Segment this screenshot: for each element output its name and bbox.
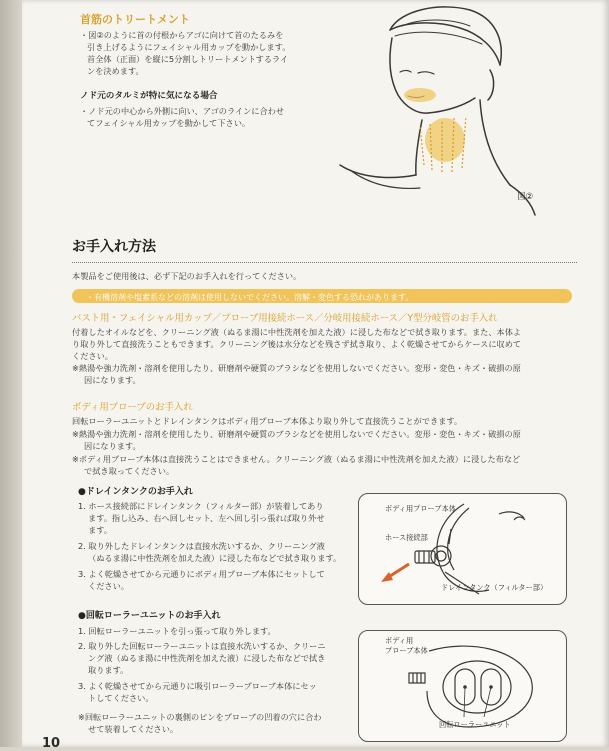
roller-line-7: ※回転ローラーユニットの裏側のピンをプローブの凹着の穴に合わ	[78, 712, 322, 722]
parts-line-3: ください。	[72, 351, 113, 361]
roller-unit-label: 回転ローラーユニット	[439, 720, 511, 729]
neck-line-2: 引き上げるようにフェイシャル用カップを動かします。	[87, 42, 291, 52]
parts-line-2: り取り外して直接洗うこともできます。クリーニング後は水分などを残さず拭き取り、よく乾燥させてからケースに収めて	[72, 339, 522, 349]
body-probe-line-3: 因になります。	[84, 441, 141, 451]
parts-line-1: 付着したオイルなどを、クリーニング液（ぬるま湯に中性洗剤を加えた液）に浸した布などで拭き取ります。また、本体よ	[72, 327, 522, 337]
figure-2-label: 図②	[517, 192, 534, 202]
neck-section-title: 首筋のトリートメント	[80, 13, 190, 26]
parts-care-title: バスト用・フェイシャル用カップ／プローブ用接続ホース／分岐用接続ホース／Y型分岐管のお手入れ	[72, 313, 498, 324]
solvent-warning-banner	[72, 289, 572, 303]
hose-connector-label: ホース接続部	[385, 533, 428, 542]
drain-line-6: 3. よく乾燥させてから元通りにボディ用プローブ本体にセットして	[78, 569, 325, 579]
drain-line-7: ください。	[88, 581, 129, 591]
neck-line-4: ンを決めます。	[87, 66, 144, 76]
page-number: 10	[42, 736, 61, 751]
body-probe-line-2: ※熱湯や強力洗剤・溶剤を使用したり、研磨剤や硬質のブラシなどを使用しないでください。変形・変色・キズ・破損の原	[72, 429, 521, 439]
roller-line-4: 取ります。	[88, 665, 129, 675]
roller-line-3: ング液（ぬるま湯に中性洗剤を加えた液）に浸した布などで拭き	[88, 653, 326, 663]
roller-line-8: せて装着してください。	[88, 724, 179, 734]
drain-line-5: （ぬるま湯に中性洗剤を加えた液）に浸した布などで拭き取ります。	[88, 553, 342, 563]
drain-tank-title: ●ドレインタンクのお手入れ	[78, 487, 193, 497]
roller-probe-body-label-2: プローブ本体	[385, 646, 428, 655]
drain-tank-label: ドレインタンク（フィルター部）	[441, 583, 548, 592]
face-illustration	[310, 0, 590, 220]
body-probe-line-4: ※ボディ用プローブ本体は直接洗うことはできません。クリーニング液（ぬるま湯に中性洗剤を加えた液）に浸した布など	[72, 454, 521, 464]
roller-line-1: 1. 回転ローラーユニットを引っ張って取り外します。	[78, 626, 276, 636]
drain-line-3: ます。	[88, 525, 112, 535]
roller-line-2: 2. 取り外した回転ローラーユニットは直接水洗いするか、クリーニ	[78, 641, 326, 651]
neck-sub-line-1: ・ノド元の中心から外側に向い、アゴのラインに合わせ	[80, 106, 285, 116]
manual-page	[22, 0, 609, 751]
book-binding	[0, 0, 22, 747]
section-divider	[72, 262, 577, 263]
drain-line-4: 2. 取り外したドレインタンクは直接水洗いするか、クリーニング液	[78, 541, 325, 551]
drain-line-1: 1. ホース接続部にドレインタンク（フィルター部）が装着してあり	[78, 501, 324, 511]
solvent-warning-text: ・有機溶剤や塩素系などの溶剤は使用しないでください。溶解・変色する恐れがあります。	[86, 293, 414, 302]
parts-line-4: ※熱湯や強力洗剤・溶剤を使用したり、研磨剤や硬質のブラシなどを使用しないでください。変形・変色・キズ・破損の原	[72, 363, 521, 373]
drain-line-2: ます。指し込み、右へ回しセット、左へ回し引っ張れば取り外せ	[88, 513, 325, 523]
body-probe-line-5: で拭き取ってください。	[84, 466, 175, 476]
probe-body-label: ボディ用プローブ本体	[385, 504, 456, 513]
neck-line-3: 首全体（正面）を縦に5分割しトリートメントするライ	[87, 54, 289, 64]
neck-sub-line-2: てフェイシャル用カップを動かして下さい。	[87, 118, 251, 128]
roller-unit-title: ●回転ローラーユニットのお手入れ	[78, 611, 221, 621]
roller-line-6: トしてください。	[88, 693, 154, 703]
neck-line-1: ・図②のように首の付根からアゴに向けて首のたるみを	[80, 30, 284, 40]
parts-line-5: 因になります。	[84, 375, 141, 385]
body-probe-care-title: ボディ用プローブのお手入れ	[72, 402, 193, 413]
roller-line-5: 3. よく乾燥させてから元通りに吸引ローラープローブ本体にセッ	[78, 681, 317, 691]
drain-tank-figure	[358, 493, 567, 605]
care-section-title: お手入れ方法	[72, 239, 156, 255]
care-intro: 本製品をご使用後は、必ず下記のお手入れを行ってください。	[72, 271, 302, 281]
roller-unit-figure	[358, 630, 567, 742]
roller-probe-body-label-1: ボディ用	[385, 636, 414, 645]
body-probe-line-1: 回転ローラーユニットとドレインタンクはボディ用プローブ本体より取り外して直接洗うことができます。	[72, 416, 463, 426]
neck-sub-title: ノド元のタルミが特に気になる場合	[80, 91, 218, 101]
